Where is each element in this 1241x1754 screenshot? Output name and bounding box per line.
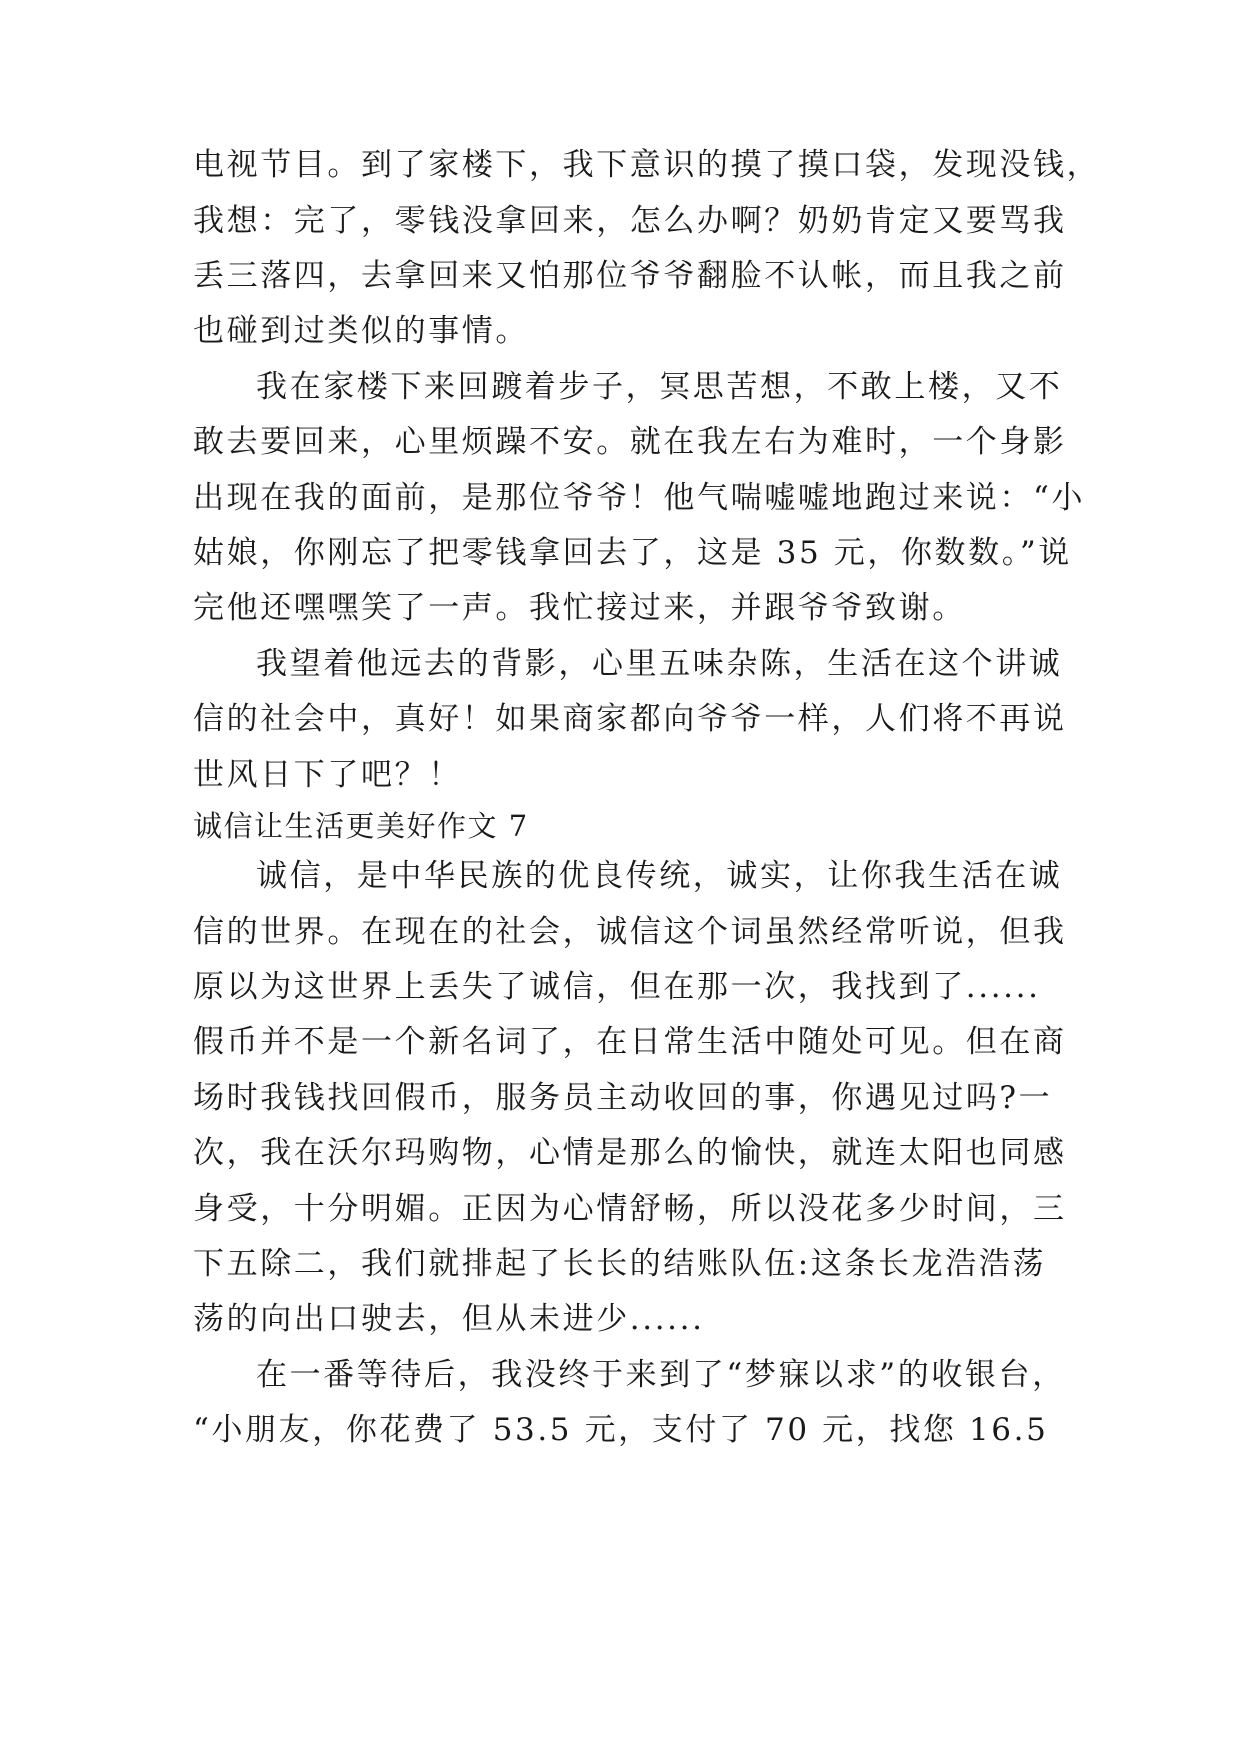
- paragraph-line: 世风日下了吧？！: [193, 757, 462, 793]
- paragraph-line: 我想：完了，零钱没拿回来，怎么办啊？奶奶肯定又要骂我: [193, 203, 1067, 239]
- paragraph-line: 假币并不是一个新名词了，在日常生活中随处可见。但在商: [193, 1024, 1067, 1060]
- paragraph-line: 在一番等待后，我没终于来到了“梦寐以求”的收银台，: [256, 1357, 1066, 1393]
- section-heading: 诚信让生活更美好作文 7: [193, 809, 529, 843]
- paragraph-line: 我望着他远去的背影，心里五味杂陈，生活在这个讲诚: [256, 646, 1063, 682]
- paragraph-line: 敢去要回来，心里烦躁不安。就在我左右为难时，一个身影: [193, 424, 1067, 460]
- paragraph-line: “小朋友，你花费了 53.5 元，支付了 70 元，找您 16.5: [193, 1412, 1049, 1448]
- paragraph-line: 诚信，是中华民族的优良传统，诚实，让你我生活在诚: [256, 858, 1063, 894]
- paragraph-line: 也碰到过类似的事情。: [193, 313, 529, 349]
- paragraph-line: 场时我钱找回假币，服务员主动收回的事，你遇见过吗?一: [193, 1080, 1053, 1116]
- paragraph-line: 原以为这世界上丢失了诚信，但在那一次，我找到了......: [193, 969, 1041, 1005]
- paragraph-line: 完他还嘿嘿笑了一声。我忙接过来，并跟爷爷致谢。: [193, 590, 966, 626]
- paragraph-line: 信的社会中，真好！如果商家都向爷爷一样，人们将不再说: [193, 701, 1067, 737]
- paragraph-line: 身受，十分明媚。正因为心情舒畅，所以没花多少时间，三: [193, 1191, 1067, 1227]
- paragraph-line: 我在家楼下来回踱着步子，冥思苦想，不敢上楼，又不: [256, 369, 1063, 405]
- paragraph-line: 姑娘，你刚忘了把零钱拿回去了，这是 35 元，你数数。”说: [193, 535, 1072, 571]
- paragraph-line: 荡的向出口驶去，但从未进少......: [193, 1301, 705, 1337]
- paragraph-line: 丢三落四，去拿回来又怕那位爷爷翻脸不认帐，而且我之前: [193, 258, 1067, 294]
- paragraph-line: 下五除二，我们就排起了长长的结账队伍:这条长龙浩浩荡: [193, 1246, 1047, 1282]
- paragraph-line: 电视节目。到了家楼下，我下意识的摸了摸口袋，发现没钱，: [193, 147, 1101, 183]
- paragraph-line: 信的世界。在现在的社会，诚信这个词虽然经常听说，但我: [193, 914, 1067, 950]
- paragraph-line: 出现在我的面前，是那位爷爷！他气喘嘘嘘地跑过来说：“小: [193, 480, 1086, 516]
- paragraph-line: 次，我在沃尔玛购物，心情是那么的愉快，就连太阳也同感: [193, 1135, 1067, 1171]
